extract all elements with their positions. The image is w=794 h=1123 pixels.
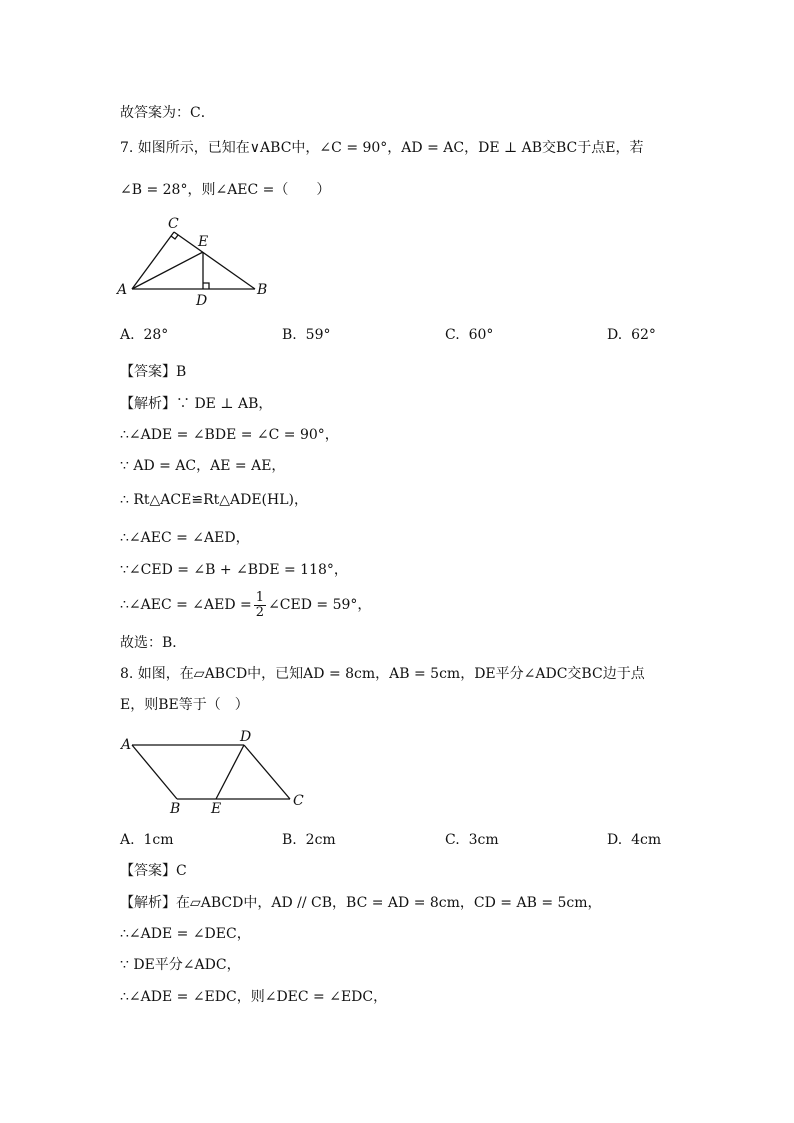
label-d: D (196, 293, 208, 308)
q8-option-b: B. 2cm (282, 832, 336, 848)
segment-ab (132, 745, 177, 799)
q7-analysis-line-2: ∴∠ADE = ∠BDE = ∠C = 90°， (120, 427, 339, 443)
q7-option-b: B. 59° (282, 327, 331, 343)
q7-stem-line-2: ∠B = 28°，则∠AEC =（ ） (120, 182, 331, 198)
q7-analysis-line-6: ∵∠CED = ∠B + ∠BDE = 118°， (120, 562, 348, 578)
label-d: D (240, 729, 252, 745)
q8-option-c: C. 3cm (445, 832, 499, 848)
q7-analysis-line-1: 【解析】∵ DE ⊥ AB， (120, 396, 273, 412)
q7-answer: 【答案】B (120, 364, 187, 380)
q8-analysis-line-3: ∵ DE平分∠ADC， (120, 957, 241, 973)
label-b: B (170, 801, 181, 817)
segment-ac (132, 232, 174, 289)
q8-stem-line-1: 8. 如图，在▱ABCD中，已知AD = 8cm，AB = 5cm，DE平分∠ADC交BC边于点 (120, 666, 645, 682)
q8-option-a: A. 1cm (120, 832, 174, 848)
q8-stem-line-2: E，则BE等于（ ） (120, 697, 249, 713)
fraction-one-half: $\frac{1}{2}$ (255, 589, 265, 620)
q7-option-c: C. 60° (445, 327, 494, 343)
segment-de (216, 745, 244, 799)
q7-option-d: D. 62° (607, 327, 656, 343)
q7-analysis-line-7: ∴∠AEC = ∠AED = $\frac{1}{2}$ ∠CED = 59°， (120, 589, 372, 620)
label-e: E (211, 801, 222, 817)
q8-answer: 【答案】C (120, 863, 187, 879)
label-c: C (293, 793, 304, 809)
label-c: C (168, 216, 179, 232)
q8-analysis-line-2: ∴∠ADE = ∠DEC， (120, 926, 251, 942)
q8-analysis-line-1: 【解析】在▱ABCD中，AD // CB，BC = AD = 8cm，CD = AB = 5cm， (120, 895, 602, 911)
q8-analysis-line-4: ∴∠ADE = ∠EDC，则∠DEC = ∠EDC， (120, 989, 388, 1005)
label-e: E (198, 234, 209, 250)
label-b: B (257, 282, 268, 298)
q7-analysis-line-3: ∵ AD = AC，AE = AE， (120, 458, 286, 474)
q7-triangle-figure (112, 212, 282, 308)
segment-ae (132, 252, 203, 289)
prev-answer-line: 故答案为：C． (120, 105, 215, 121)
segment-dc (244, 745, 290, 799)
q7-option-a: A. 28° (120, 327, 169, 343)
label-a: A (117, 282, 128, 298)
label-a: A (121, 737, 132, 753)
right-angle-mark-d (203, 283, 209, 289)
q7-analysis-line-4: ∴ Rt△ACE≌Rt△ADE(HL)， (120, 492, 308, 508)
q7-stem-line-1: 7. 如图所示，已知在∨ABC中，∠C = 90°，AD = AC，DE ⊥ AB交BC于点E，若 (120, 140, 644, 156)
q7-analysis-line-5: ∴∠AEC = ∠AED， (120, 530, 250, 546)
q7-choose-line: 故选：B． (120, 635, 187, 651)
q8-option-d: D. 4cm (607, 832, 662, 848)
q8-parallelogram-figure (112, 726, 322, 818)
